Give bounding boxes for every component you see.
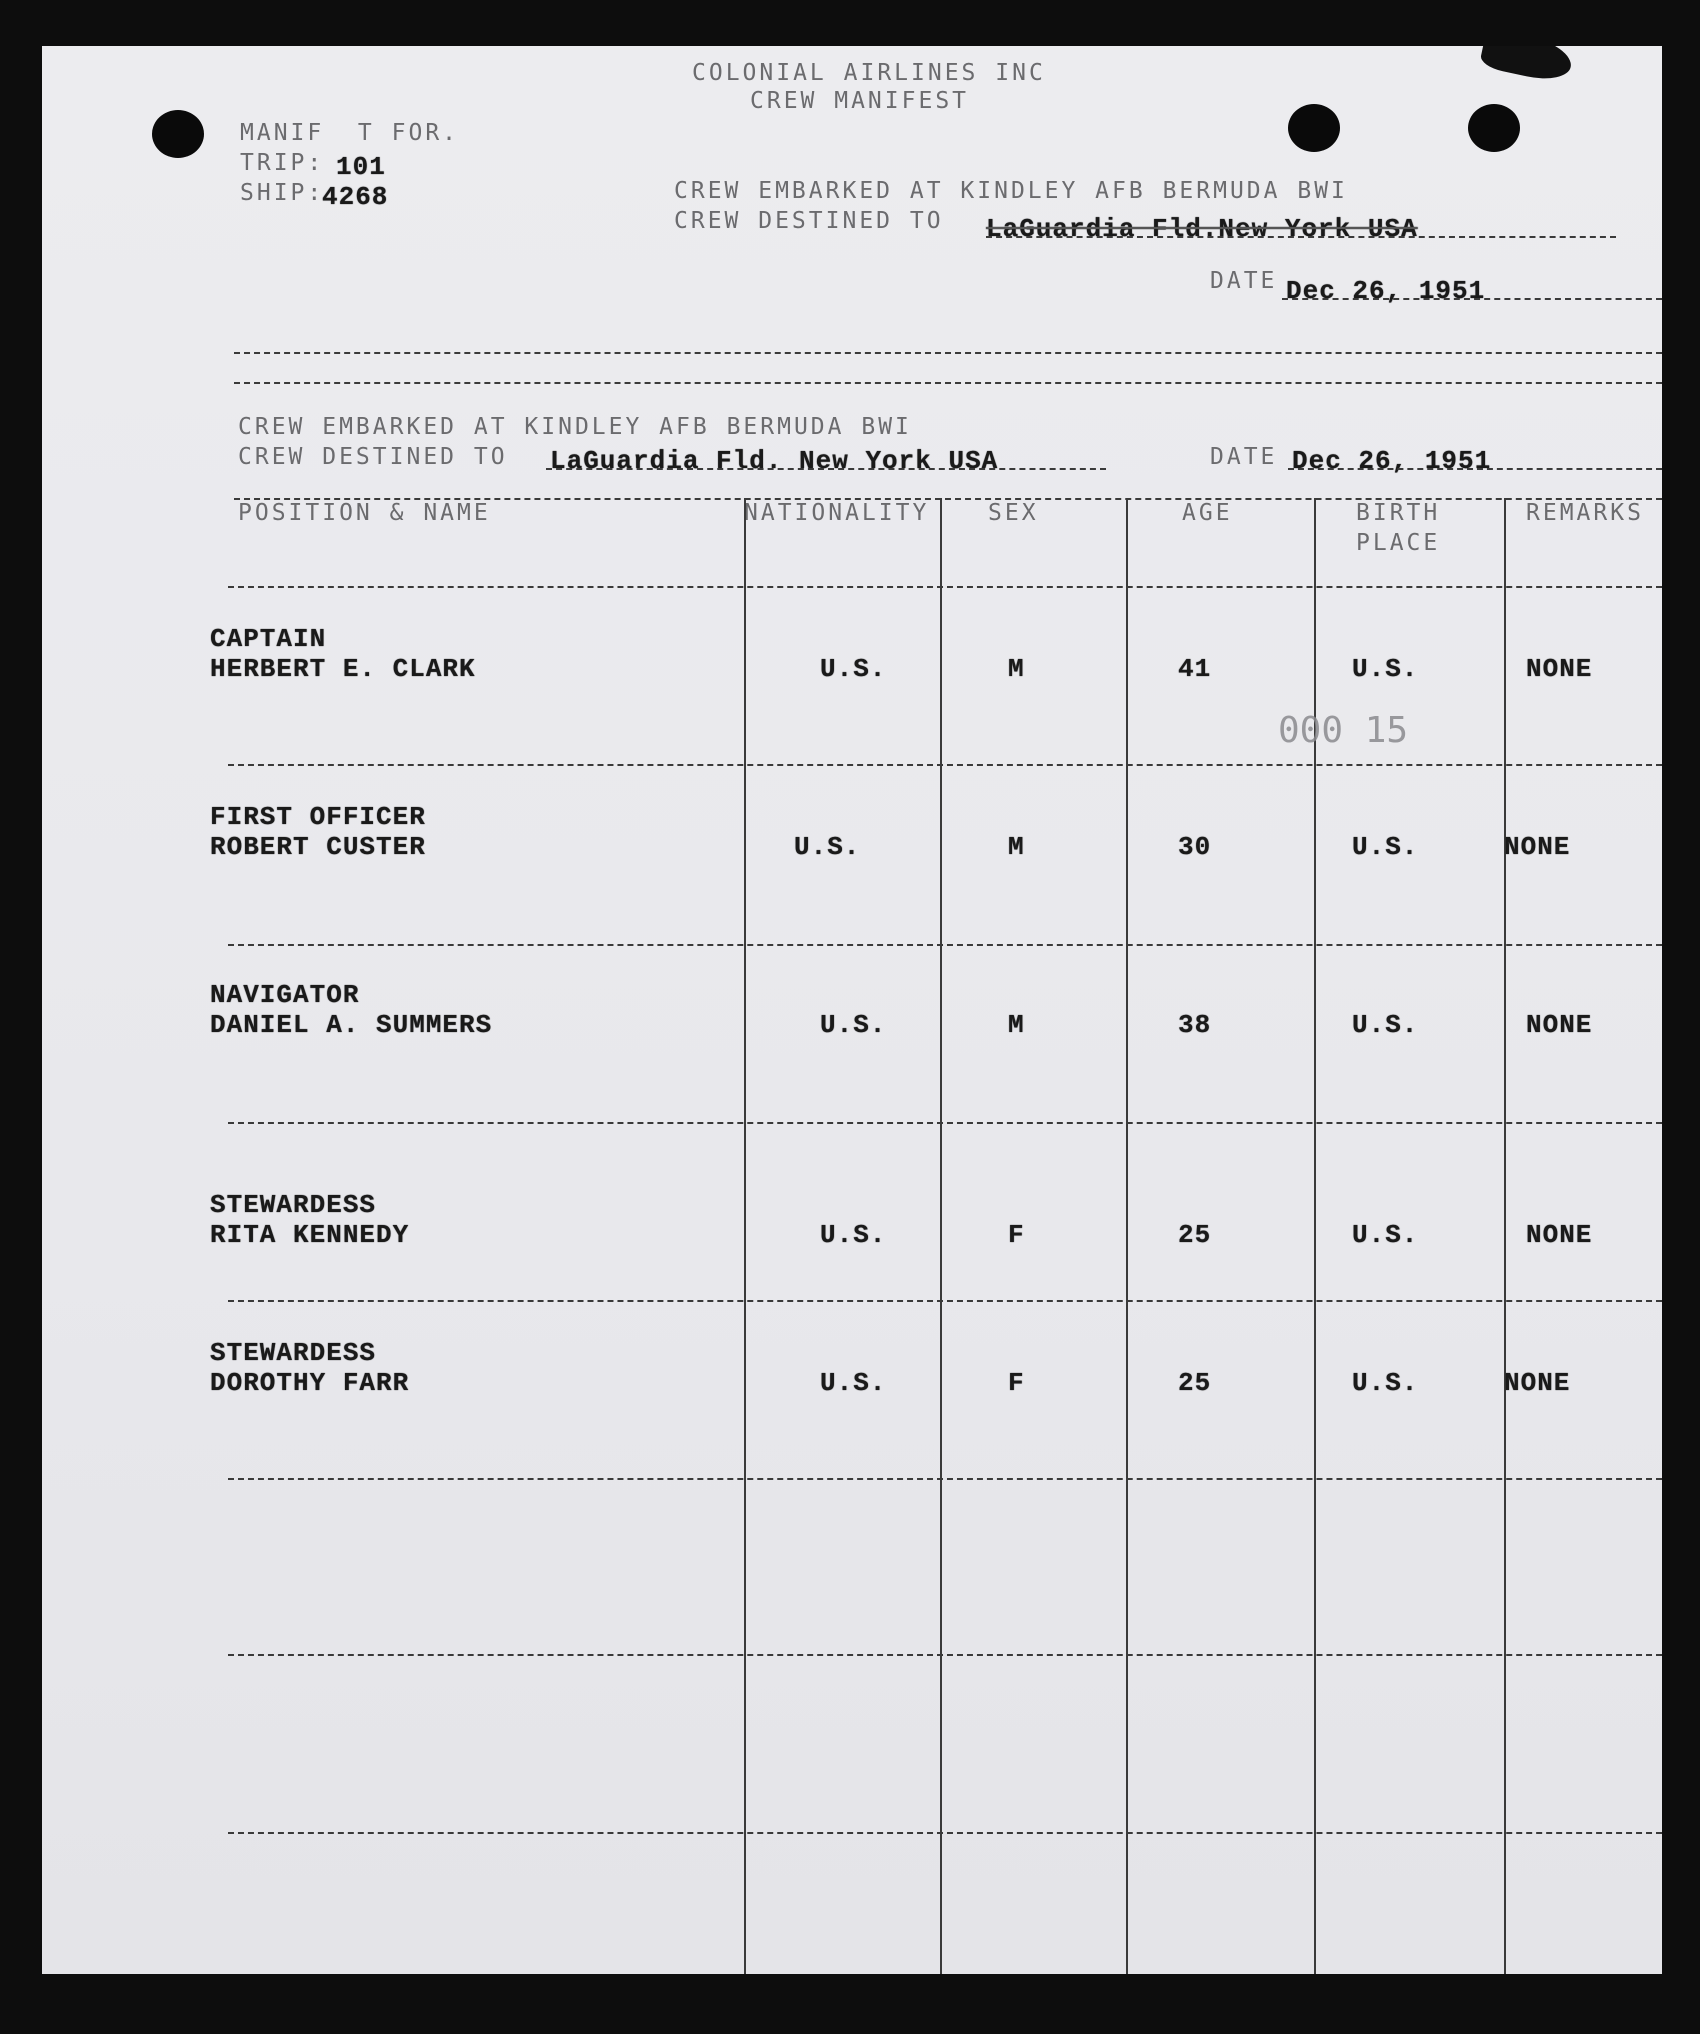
row-line-4 <box>228 1300 1662 1302</box>
row-1-age: 41 <box>1178 654 1212 684</box>
row-line-0 <box>228 586 1662 588</box>
row-5-sex: F <box>1008 1368 1025 1398</box>
section-destined-label: CREW DESTINED TO <box>238 444 508 470</box>
row-1-sex: M <box>1008 654 1025 684</box>
row-3-position: NAVIGATOR <box>210 980 360 1010</box>
row-2-remarks: NONE <box>1504 832 1571 862</box>
section-date-label: DATE <box>1210 444 1278 470</box>
row-2-age: 30 <box>1178 832 1212 862</box>
col-header-age: AGE <box>1182 500 1233 526</box>
row-5-position: STEWARDESS <box>210 1338 377 1368</box>
row-5-birthplace: U.S. <box>1352 1368 1419 1398</box>
company-name: COLONIAL AIRLINES INC <box>692 60 1046 86</box>
row-5-age: 25 <box>1178 1368 1212 1398</box>
row-2-name: ROBERT CUSTER <box>210 832 426 862</box>
row-5-remarks: NONE <box>1504 1368 1571 1398</box>
row-2-sex: M <box>1008 832 1025 862</box>
row-line-3 <box>228 1122 1662 1124</box>
section-destined-underline <box>546 468 1106 470</box>
header-destined-value: LaGuardia Fld.New York USA <box>986 214 1418 244</box>
row-1-name: HERBERT E. CLARK <box>210 654 476 684</box>
row-3-nationality: U.S. <box>820 1010 887 1040</box>
section-embarked-line: CREW EMBARKED AT KINDLEY AFB BERMUDA BWI <box>238 414 912 440</box>
section-date-underline <box>1288 468 1662 470</box>
row-1-birthplace: U.S. <box>1352 654 1419 684</box>
punch-hole-right <box>1468 104 1520 152</box>
col-header-place: PLACE <box>1356 530 1441 556</box>
row-3-birthplace: U.S. <box>1352 1010 1419 1040</box>
row-5-nationality: U.S. <box>820 1368 887 1398</box>
manifest-page <box>42 46 1662 1974</box>
trip-label: TRIP: <box>240 150 325 176</box>
section-date-value: Dec 26, 1951 <box>1292 446 1492 476</box>
row-3-remarks: NONE <box>1526 1010 1593 1040</box>
row-line-6 <box>228 1654 1662 1656</box>
col-line-5 <box>1504 498 1506 1974</box>
row-2-birthplace: U.S. <box>1352 832 1419 862</box>
row-line-7 <box>228 1832 1662 1834</box>
row-3-age: 38 <box>1178 1010 1212 1040</box>
row-4-name: RITA KENNEDY <box>210 1220 410 1250</box>
row-1-remarks: NONE <box>1526 654 1593 684</box>
divider-1 <box>234 352 1662 354</box>
section-destined-value: LaGuardia Fld. New York USA <box>550 446 999 476</box>
row-4-nationality: U.S. <box>820 1220 887 1250</box>
row-line-1 <box>228 764 1662 766</box>
ink-blotch <box>1479 46 1575 85</box>
document-title: CREW MANIFEST <box>750 88 970 114</box>
col-line-3 <box>1126 498 1128 1974</box>
header-date-label: DATE <box>1210 268 1278 294</box>
manifest-for-label: MANIF T FOR. <box>240 120 460 146</box>
date-underline <box>1282 298 1662 300</box>
header-destined-label: CREW DESTINED TO <box>674 208 944 234</box>
row-3-name: DANIEL A. SUMMERS <box>210 1010 493 1040</box>
col-header-nationality: NATIONALITY <box>744 500 930 526</box>
ship-label: SHIP: <box>240 180 325 206</box>
col-header-name: POSITION & NAME <box>238 500 491 526</box>
row-4-position: STEWARDESS <box>210 1190 377 1220</box>
row-4-birthplace: U.S. <box>1352 1220 1419 1250</box>
row-5-name: DOROTHY FARR <box>210 1368 410 1398</box>
divider-2 <box>234 382 1662 384</box>
row-1-position: CAPTAIN <box>210 624 327 654</box>
row-2-nationality: U.S. <box>794 832 861 862</box>
row-4-sex: F <box>1008 1220 1025 1250</box>
row-3-sex: M <box>1008 1010 1025 1040</box>
row-line-5 <box>228 1478 1662 1480</box>
trip-value: 101 <box>336 152 386 182</box>
row-2-position: FIRST OFFICER <box>210 802 426 832</box>
col-header-birth: BIRTH <box>1356 500 1441 526</box>
col-header-sex: SEX <box>988 500 1039 526</box>
header-date-value: Dec 26, 1951 <box>1286 276 1486 306</box>
row-1-nationality: U.S. <box>820 654 887 684</box>
row-4-age: 25 <box>1178 1220 1212 1250</box>
punch-hole-left <box>152 110 204 158</box>
punch-hole-mid <box>1288 104 1340 152</box>
col-line-2 <box>940 498 942 1974</box>
ship-value: 4268 <box>322 182 389 212</box>
destined-underline <box>986 236 1616 238</box>
header-embarked-line: CREW EMBARKED AT KINDLEY AFB BERMUDA BWI <box>674 178 1348 204</box>
row-line-2 <box>228 944 1662 946</box>
col-line-1 <box>744 498 746 1974</box>
row-4-remarks: NONE <box>1526 1220 1593 1250</box>
page-stamp: 000 15 <box>1278 710 1409 751</box>
col-header-remarks: REMARKS <box>1526 500 1644 526</box>
